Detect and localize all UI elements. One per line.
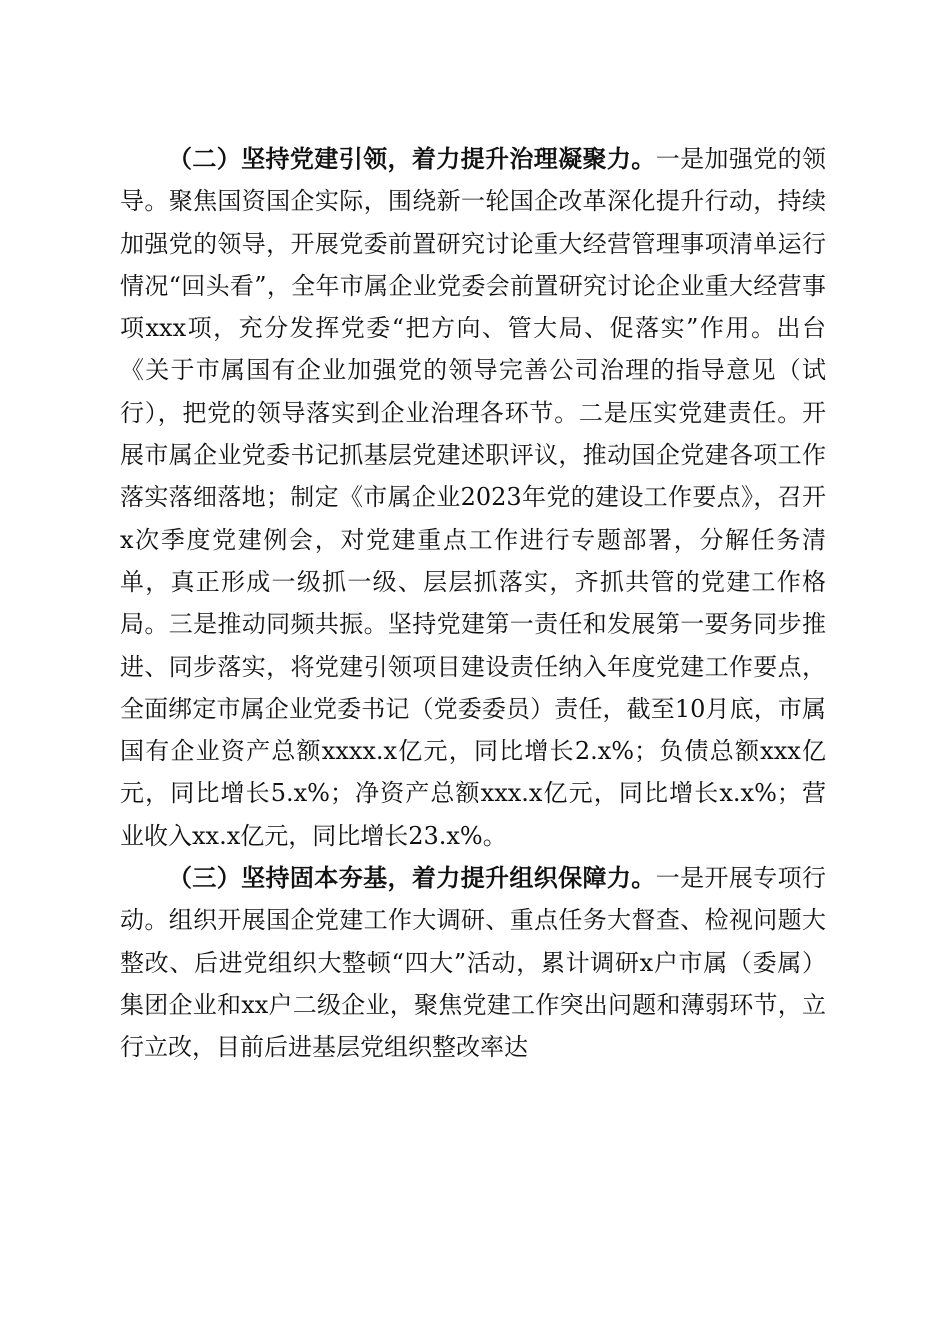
document-body (120, 138, 826, 1069)
paragraph-3-body: 一是开展专项行动。组织开展国企党建工作大调研、重点任务大督查、检视问题大整改、后进党组织大整顿“四大”活动，累计调研x户市属（委属）集团企业和xx户二级企业，聚焦党建工作突出问题和薄弱环节，立行立改，目前后进基层党组织整改率达 (120, 864, 827, 1062)
section-heading-3: （三）坚持固本夯基，着力提升组织保障力。 (168, 864, 656, 893)
paragraph-2-body: 一是加强党的领导。聚焦国资国企实际，围绕新一轮国企改革深化提升行动，持续加强党的领导，开展党委前置研究讨论重大经营管理事项清单运行情况“回头看”，全年市属企业党委会前置研究讨论企业重大经营事项xxx项，充分发挥党委“把方向、管大局、促落实”作用。出台《关于市属国有企业加强党的领导完善公司治理的指导意见（试行），把党的领导落实到企业治理各环节。二是压实党建责任。开展市属企业党委书记抓基层党建述职评议，推动国企党建各项工作落实落细落地；制定《市属企业2023年党的建设工作要点》，召开x次季度党建例会，对党建重点工作进行专题部署，分解任务清单，真正形成一级抓一级、层层抓落实，齐抓共管的党建工作格局。三是推动同频共振。坚持党建第一责任和发展第一要务同步推进、同步落实，将党建引领项目建设责任纳入年度党建工作要点，全面绑定市属企业党委书记（党委委员）责任，截至10月底，市属国有企业资产总额xxxx.x亿元，同比增长2.x%；负债总额xxx亿元，同比增长5.x%；净资产总额xxx.x亿元，同比增长x.x%；营业收入xx.x亿元，同比增长23.x%。 (120, 145, 827, 850)
paragraph-3 (120, 857, 826, 1068)
section-heading-2: （二）坚持党建引领，着力提升治理凝聚力。 (168, 145, 656, 173)
paragraph-2 (120, 138, 826, 857)
